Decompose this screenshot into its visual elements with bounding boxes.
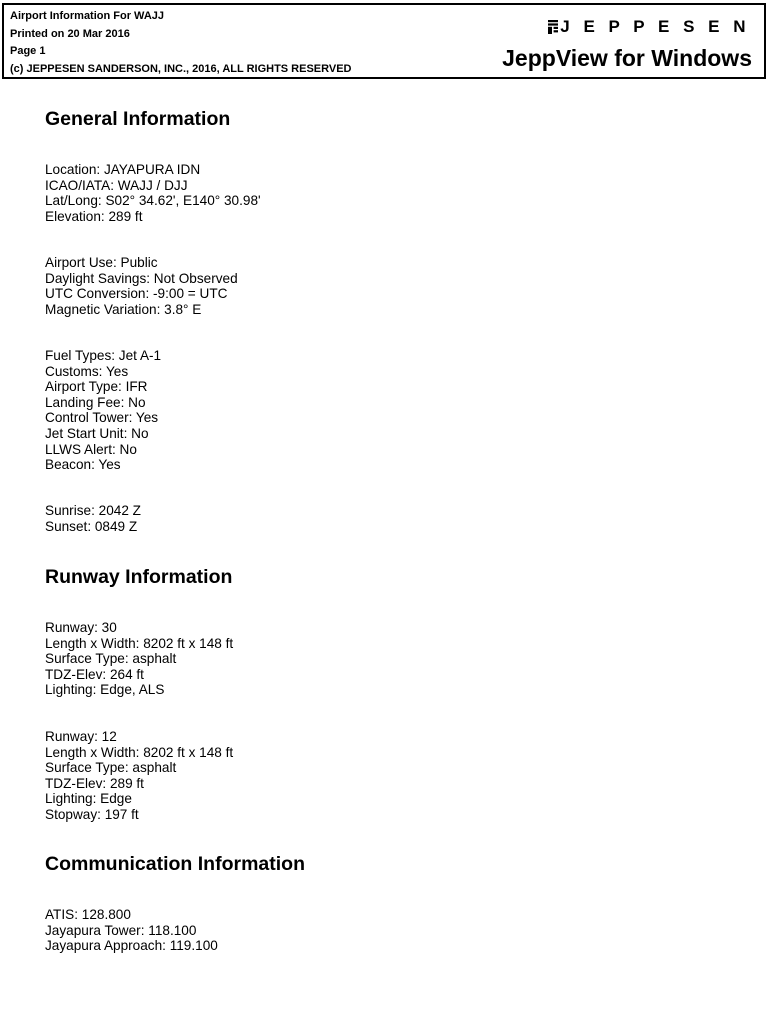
report-header <box>2 3 766 79</box>
runway-id-line: Runway: 30 <box>45 620 117 635</box>
general-info-heading: General Information <box>45 108 231 130</box>
landing-fee-line: Landing Fee: No <box>45 394 146 410</box>
runway-surface-line: Surface Type: asphalt <box>45 651 177 667</box>
runway-info-heading: Runway Information <box>45 566 233 588</box>
copyright: (c) JEPPESEN SANDERSON, INC., 2016, ALL RIGHTS RESERVED <box>10 62 352 75</box>
customs-line: Customs: Yes <box>45 363 129 379</box>
atis-line: ATIS: 128.800 <box>45 907 131 922</box>
sun-times-block <box>45 503 141 534</box>
llws-alert-line: LLWS Alert: No <box>45 441 137 457</box>
runway-stopway-line: Stopway: 197 ft <box>45 806 139 822</box>
tower-freq-line: Jayapura Tower: 118.100 <box>45 922 197 938</box>
jeppesen-logo-icon <box>548 20 558 34</box>
print-date: Printed on 20 Mar 2016 <box>10 27 130 40</box>
runway-lighting-line: Lighting: Edge <box>45 791 132 807</box>
airport-type-line: Airport Type: IFR <box>45 379 148 395</box>
approach-freq-line: Jayapura Approach: 119.100 <box>45 938 218 954</box>
jeppesen-brand <box>548 17 750 37</box>
runway-12-block <box>45 729 233 823</box>
runway-dimensions-line: Length x Width: 8202 ft x 148 ft <box>45 744 234 760</box>
jet-start-unit-line: Jet Start Unit: No <box>45 425 149 441</box>
location-line: Location: JAYAPURA IDN <box>45 162 201 177</box>
product-name: JeppView for Windows <box>502 45 752 71</box>
facilities-block <box>45 348 161 473</box>
usage-block <box>45 255 238 317</box>
fuel-types-line: Fuel Types: Jet A-1 <box>45 348 162 363</box>
utc-conversion-line: UTC Conversion: -9:00 = UTC <box>45 286 228 302</box>
icao-iata-line: ICAO/IATA: WAJJ / DJJ <box>45 177 188 193</box>
daylight-savings-line: Daylight Savings: Not Observed <box>45 270 238 286</box>
runway-lighting-line: Lighting: Edge, ALS <box>45 682 165 698</box>
header-info <box>10 8 352 78</box>
magnetic-variation-line: Magnetic Variation: 3.8° E <box>45 301 202 317</box>
sunset-line: Sunset: 0849 Z <box>45 518 138 534</box>
report-title: Airport Information For WAJJ <box>10 10 164 22</box>
communication-info-heading: Communication Information <box>45 853 305 875</box>
runway-surface-line: Surface Type: asphalt <box>45 760 177 776</box>
airport-use-line: Airport Use: Public <box>45 255 158 270</box>
runway-tdz-elev-line: TDZ-Elev: 264 ft <box>45 666 144 682</box>
brand-name: J E P P E S E N <box>560 17 750 36</box>
control-tower-line: Control Tower: Yes <box>45 410 159 426</box>
communication-block <box>45 907 218 954</box>
location-block <box>45 162 261 224</box>
runway-id-line: Runway: 12 <box>45 729 117 744</box>
page-number: Page 1 <box>10 45 46 57</box>
beacon-line: Beacon: Yes <box>45 457 121 473</box>
lat-long-line: Lat/Long: S02° 34.62', E140° 30.98' <box>45 193 261 209</box>
runway-dimensions-line: Length x Width: 8202 ft x 148 ft <box>45 635 234 651</box>
runway-tdz-elev-line: TDZ-Elev: 289 ft <box>45 775 144 791</box>
runway-30-block <box>45 620 233 698</box>
elevation-line: Elevation: 289 ft <box>45 208 143 224</box>
sunrise-line: Sunrise: 2042 Z <box>45 503 141 518</box>
